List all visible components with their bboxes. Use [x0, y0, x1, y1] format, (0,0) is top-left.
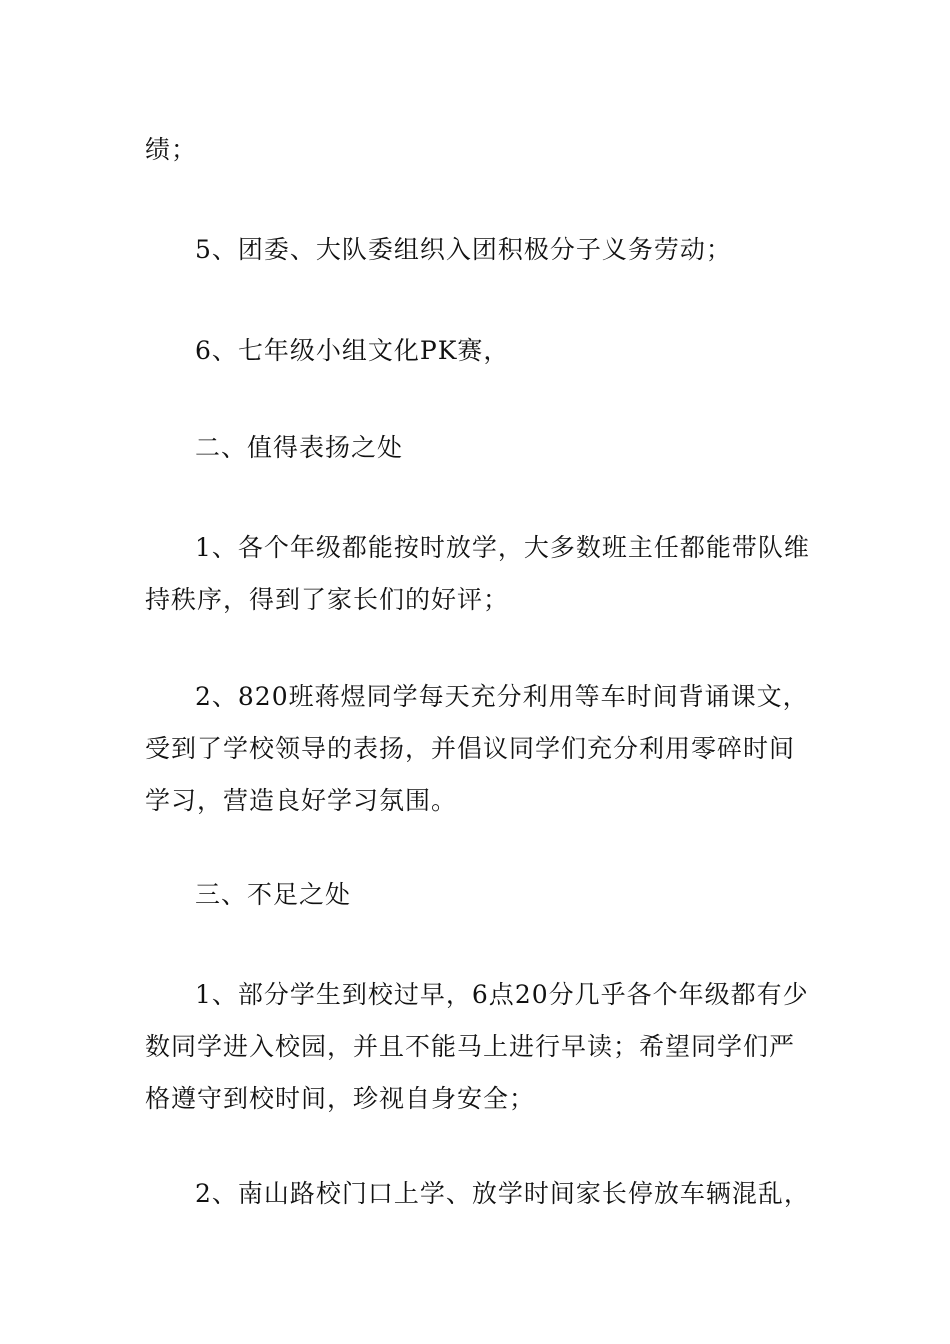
- text-line: 学习，营造良好学习氛围。: [145, 786, 458, 815]
- paragraph-fragment: [145, 124, 825, 176]
- text-line: 1、部分学生到校过早，6点20分几乎各个年级都有少: [195, 980, 809, 1009]
- shortcoming-item-2: [145, 1168, 825, 1220]
- text-line: 数同学进入校园，并且不能马上进行早读；希望同学们严: [145, 1032, 796, 1061]
- text-line: 5、团委、大队委组织入团积极分子义务劳动；: [195, 235, 732, 264]
- praise-item-2: [145, 671, 825, 827]
- heading-text: 三、不足之处: [195, 880, 352, 909]
- text-line: 绩；: [145, 135, 198, 164]
- text-line: 持秩序，得到了家长们的好评；: [145, 585, 510, 614]
- text-line: 受到了学校领导的表扬，并倡议同学们充分利用零碎时间: [145, 734, 796, 763]
- section-heading-shortcomings: [145, 869, 825, 921]
- shortcoming-item-1: [145, 969, 825, 1125]
- text-line: 2、820班蒋煜同学每天充分利用等车时间背诵课文，: [195, 682, 809, 711]
- heading-text: 二、值得表扬之处: [195, 433, 404, 462]
- text-line: 2、南山路校门口上学、放学时间家长停放车辆混乱，: [195, 1179, 810, 1208]
- text-line: 格遵守到校时间，珍视自身安全；: [145, 1084, 536, 1113]
- text-line: 6、七年级小组文化PK赛，: [195, 336, 510, 365]
- praise-item-1: [145, 522, 825, 626]
- section-heading-praise: [145, 422, 825, 474]
- list-item-5-labor: [145, 224, 825, 276]
- text-line: 1、各个年级都能按时放学，大多数班主任都能带队维: [195, 533, 810, 562]
- list-item-6-pk: [145, 325, 825, 377]
